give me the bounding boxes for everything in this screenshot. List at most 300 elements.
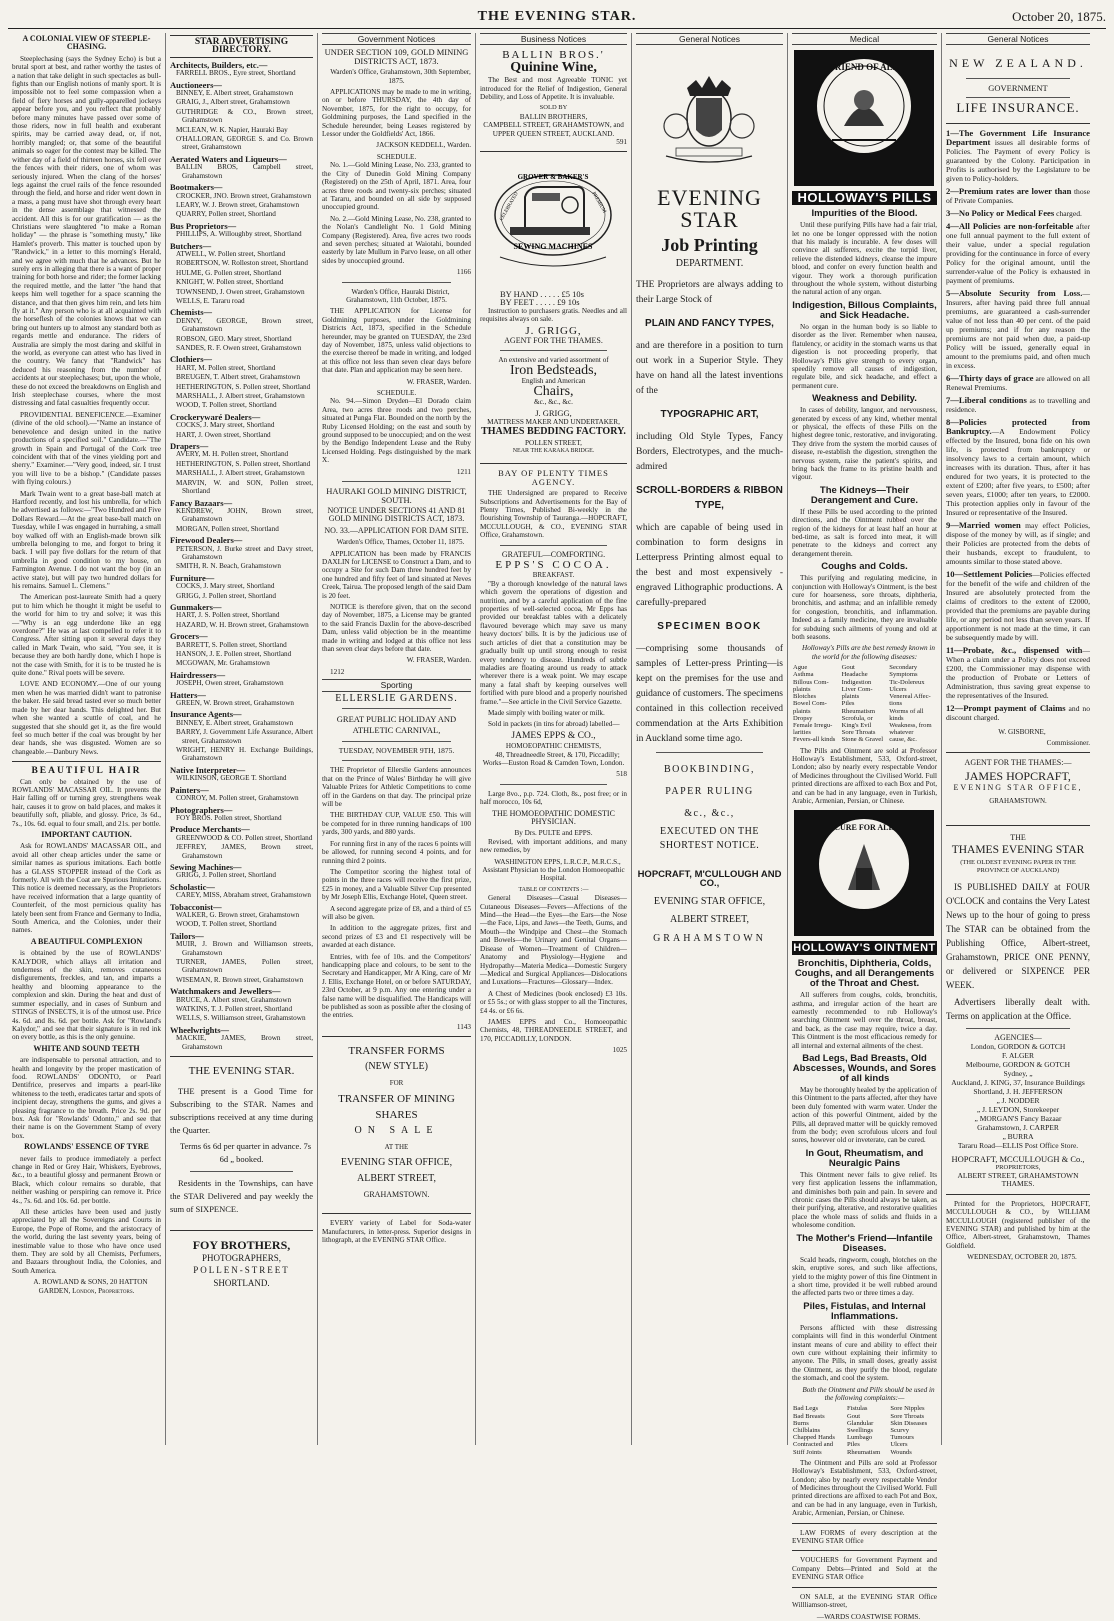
epps-title: EPPS'S COCOA. bbox=[495, 559, 612, 572]
directory-entry: JEFFREY, JAMES, Brown street, Grahamstown bbox=[176, 843, 313, 860]
seal-text: CURE FOR ALL bbox=[834, 823, 894, 833]
insurance-item-lead: 11—Probate, &c., dispensed with bbox=[946, 644, 1083, 655]
directory-entry: MORGAN, Pollen street, Shortland bbox=[176, 524, 279, 533]
insurance-item-text: are allowed on all Renewal Premiums. bbox=[946, 373, 1091, 392]
tf-line: EVENING STAR OFFICE, bbox=[340, 1157, 453, 1169]
table-row bbox=[792, 1441, 937, 1448]
table-cell: Gout bbox=[841, 664, 855, 672]
ballin-sold: SOLD BY bbox=[539, 104, 568, 112]
insurance-item-text: after one full annual payment to the full extent of their value, under a special regulation providing for the continuance in force of every Policy for the original amount, until the surrender-value of the Policy is exhausted in payment of premiums. bbox=[946, 221, 1090, 285]
directory-entry: BREUGEN, T. Albert street, Grahamstown bbox=[176, 373, 301, 382]
grigg-name: J. GRIGG, bbox=[525, 324, 582, 337]
bop-title: BAY OF PLENTY TIMES AGENCY. bbox=[498, 468, 609, 487]
table-cell: Tumours bbox=[890, 1434, 914, 1442]
insurance-item bbox=[946, 222, 1090, 285]
medical-heading: Weakness and Debility. bbox=[812, 393, 917, 405]
epps-address: 48, Threadneedle Street, & 170, Piccadilly; Works—Euston Road & Camden Town, London. bbox=[482, 750, 625, 767]
directory-entry: ATWELL, W. Pollen street, Shortland bbox=[176, 249, 286, 258]
ad-text: Can only be obtained by the use of ROWLANDS' MACASSAR OIL. It prevents the Hair falling off or turning grey, strengthens weak hair, causes it to grow on bald places, and makes it beautifully soft, pliable, and glossy. Price, 3s 6d., 7s., 10s. 6d. equal to four small, and 21s. per bottle. bbox=[12, 777, 161, 828]
directory-entry: KENDREW, JOHN, Brown street, Grahamstown bbox=[176, 506, 313, 524]
directory-entry: MACKIE, JAMES, Brown street, Grahamstown bbox=[176, 1034, 313, 1051]
directory-heading: Insurance Agents— bbox=[170, 709, 242, 720]
insurance-list bbox=[946, 129, 1090, 722]
table-row bbox=[792, 686, 937, 693]
ballin-address: CAMPBELL STREET, GRAHAMSTOWN, and UPPER QUEEN STREET, AUCKLAND. bbox=[483, 121, 624, 138]
directory-heading: Furniture— bbox=[170, 572, 215, 583]
table-cell: Secondary bbox=[889, 664, 918, 672]
directory-heading: Aerated Waters and Liqueurs— bbox=[170, 153, 287, 164]
ad-text: never fails to produce immediately a perfect change in Red or Grey Hair, Whiskers, Eyebrows, &c., to a beautiful glossy and permanent Brown or Black, which colour remains so durable, that neither washing or perspiring can remove it. Price 4s., 7s. 6d. and 10s. 6d. per bottle. bbox=[12, 1154, 161, 1205]
agencies-list bbox=[946, 1042, 1090, 1150]
agency-entry: „ MORGAN'S Fancy Bazaar bbox=[974, 1114, 1062, 1124]
complaints-table bbox=[792, 1405, 937, 1455]
insurance-item-lead: 12—Prompt payment of Claims bbox=[946, 702, 1066, 713]
insurance-item-text: and no discount charged. bbox=[946, 703, 1090, 722]
directory-heading: Sewing Machines— bbox=[170, 861, 242, 872]
masthead bbox=[8, 6, 1106, 29]
law-forms: LAW FORMS of every description at the EVENING STAR Office bbox=[792, 1528, 937, 1546]
agency-entry: Grahamstown, J. CARPER bbox=[977, 1123, 1059, 1133]
tes-text: IS PUBLISHED DAILY at FOUR O'CLOCK and contains the Very Latest News up to the hour of going to press The STAR can be obtained from the Publishing Office, Albert-street, Grahamstown, PRICE ONE PENNY, or delivered or SIXPENCE PER WEEK. bbox=[946, 881, 1090, 990]
schedule-item: No. 1.—Gold Mining Lease, No. 233, granted to the City of Dunedin Gold Mining Company (Registered) on the 25th of April, 1871. Area, four acres three roods and twenty-six perches; situated at Tararu, and bounded on all side by supposed unoccupied ground. bbox=[322, 161, 471, 212]
insurance-item-text: those of Private Companies. bbox=[946, 186, 1090, 205]
insurance-item bbox=[946, 374, 1090, 392]
table-row bbox=[792, 715, 937, 722]
table-cell: kinds bbox=[889, 714, 904, 722]
ins-sign: W. GISBORNE, bbox=[998, 727, 1046, 736]
bb-line: BOOKBINDING, bbox=[663, 764, 756, 776]
agent-line: EVENING STAR OFFICE, bbox=[953, 783, 1083, 793]
ointment-seal-icon bbox=[792, 808, 936, 938]
job-body bbox=[636, 278, 783, 747]
insurance-item-text: as to travelling and residence. bbox=[946, 395, 1091, 414]
directory-heading: Bus Proprietors— bbox=[170, 220, 237, 231]
table-cell: Chapped Hands bbox=[793, 1434, 835, 1442]
job-text: —comprising some thousands of samples of Letter-press Printing—is kept on the premises for the use and guidance of customers. The specimens contained in this collection received commendation at the Arts Exhibition in Auckland some time ago. bbox=[636, 644, 783, 745]
directory-entry: O'HALLORAN, GEORGE S. and Co. Brown street, Grahamstown bbox=[176, 135, 313, 152]
transfer-forms bbox=[322, 1043, 471, 1203]
tf-line: SHARES bbox=[375, 1109, 418, 1122]
notice-body: APPLICATIONS may be made to me in writing, on or before THURSDAY, the 4th day of November, 1875, for the right to occupy, for Goldmining purposes, the Land specified in the Schedule hereunder, being Leases registered by Lessor under the Goldfields' Act, 1866. bbox=[322, 88, 471, 139]
foy-line: PHOTOGRAPHERS, bbox=[201, 1252, 282, 1263]
insurance-item bbox=[946, 704, 1090, 722]
table-cell: Fistulas bbox=[846, 1405, 868, 1413]
table-row bbox=[792, 671, 937, 678]
directory-heading: Hairdressers— bbox=[170, 669, 226, 680]
tf-line: TRANSFER OF MINING bbox=[338, 1093, 455, 1106]
directory-heading: Wheelwrights— bbox=[170, 1024, 230, 1035]
column-directory bbox=[166, 33, 318, 1445]
agencies-head: AGENCIES— bbox=[994, 1032, 1042, 1042]
medical-heading: Indigestion, Billous Complaints, and Sick Headache. bbox=[792, 299, 937, 321]
table-cell: Wounds bbox=[890, 1448, 912, 1456]
ad-signature: A. ROWLAND & SONS, 20 HATTON GARDEN, London, Proprietors. bbox=[33, 1278, 148, 1295]
agency-entry: London, GORDON & GOTCH bbox=[970, 1042, 1066, 1052]
directory-heading: Fancy Bazaars— bbox=[170, 497, 233, 508]
holloway-seal-icon bbox=[792, 48, 936, 188]
table-cell: Sore Throats bbox=[841, 729, 876, 737]
job-cap: SCROLL-BORDERS & RIBBON TYPE, bbox=[636, 485, 783, 512]
insurance-item-lead: 10—Settlement Policies bbox=[946, 568, 1033, 579]
insurance-item bbox=[946, 570, 1090, 642]
bb-line: &c., &c., bbox=[684, 808, 735, 820]
homoeo-text: Large 8vo., p.p. 724. Cloth, 8s., post free; or in half morocco, 10s 6d, bbox=[480, 789, 627, 807]
insurance-item-lead: 4—All Policies are non-forfeitable bbox=[946, 220, 1074, 231]
job-cap: TYPOGRAPHIC ART, bbox=[660, 409, 759, 421]
insurance-item-lead: 7—Liberal conditions bbox=[946, 394, 1027, 405]
table-row bbox=[792, 722, 937, 729]
article-paragraph: PROVIDENTIAL BENEFICENCE.—Examiner (divine of the old school).—"Name an instance of benevolence and design united in the native productions of a specified soil." Candidate.—"The growth in Spain and Portugal of the Cork tree coincident with that of the vines yielding port and sherry." Examiner.—"Very good, indeed, sir. I trust you will live to be a bishop." (Candidate passes with flying colours.) bbox=[12, 410, 161, 487]
grigg-name: J. GRIGG, bbox=[535, 408, 572, 419]
directory-entry: CROCKER, JNO. Brown street, Grahamstown bbox=[176, 191, 312, 200]
grigg-line: English and American bbox=[521, 377, 586, 386]
table-cell: Liver Com- bbox=[841, 685, 873, 693]
table-cell: Lumbago bbox=[846, 1434, 873, 1442]
directory-entry: MCGOWAN, Mr. Grahamstown bbox=[176, 659, 270, 668]
table-cell: Sore Nipples bbox=[890, 1405, 925, 1413]
directory-entry: PHILLIPS, A. Willoughby street, Shortland bbox=[176, 230, 302, 239]
epps-text: "By a thorough knowledge of the natural laws which govern the operations of digestion and nutrition, and by a careful application of the fine properties of well-selected cocoa, Mr Epps has provided our breakfast tables with a delicately flavoured beverage which may save us many heavy doctors' bills. It is by the judicious use of such articles of diet that a constitution may be gradually built up until strong enough to resist every tendency to disease. Hundreds of subtle maladies are floating around us ready to attack wherever there is a weak point. We may escape many a fatal shaft by keeping ourselves well fortified with pure blood and a properly nourished frame."—See article in the Civil Service Gazette. bbox=[480, 579, 627, 706]
column-medical bbox=[788, 33, 942, 1621]
directory-entry: WELLS, S. Williamson street, Grahamstown bbox=[176, 1014, 306, 1023]
notice-meta: Warden's Office, Thames, October 11, 1875. bbox=[336, 538, 465, 547]
directory-entry: GRIGG, J. Pollen street, Shortland bbox=[176, 591, 277, 600]
directory-entry: WISEMAN, R. Brown street, Grahamstown bbox=[176, 975, 304, 984]
table-cell: cause, &c. bbox=[889, 736, 917, 744]
directory-entry: MUIR, J. Brown and Williamson streets, Grahamstown bbox=[176, 940, 313, 957]
table-cell: Ague bbox=[793, 664, 808, 672]
article-title: A COLONIAL VIEW OF STEEPLE-CHASING. bbox=[22, 34, 151, 52]
star-title: THE EVENING STAR. bbox=[188, 1065, 295, 1078]
directory-entry: MCLEAN, W. K. Napier, Hauraki Bay bbox=[176, 125, 288, 134]
agency-entry: „ J. NODDER bbox=[996, 1096, 1040, 1106]
table-cell: Stone & Gravel bbox=[841, 736, 884, 744]
job-cap: SPECIMEN BOOK bbox=[657, 621, 762, 633]
table-cell: Fevers-all kinds bbox=[793, 736, 836, 744]
directory-heading: Photographers— bbox=[170, 804, 233, 815]
grigg-chairs: Chairs, bbox=[533, 383, 574, 399]
notice-body: THE APPLICATION for License for Goldmining purposes, under the Goldmining Districts Act, 1873, specified in the Schedule hereunder, may be granted on TUESDAY, the 23rd day of November, 1875, unless valid objections to the exercise thereof be made in writing, and lodged at this office not less than seven clear days before that date. Plan and application may be seen here. bbox=[322, 307, 471, 375]
job-title: EVENING STAR bbox=[657, 184, 762, 232]
directory-heading: Watchmakers and Jewellers— bbox=[170, 986, 281, 997]
table-cell: Piles bbox=[846, 1441, 860, 1449]
table-cell: Sore Throats bbox=[890, 1412, 925, 1420]
schedule-item: No. 94.—Simon Dryden—El Dorado claim Area, two acres three roods and two perches, situated at Punga Flat. Bounded on the north by the Ruby Licensed Holding; on the east and south by ground supposed to be unoccupied; and on the west by the Bendigo Independent Lease and the Ruby Licensed Holding. Pegs distinguished by the mark X. bbox=[322, 397, 471, 465]
directory-entry: TURNER, JAMES, Pollen street, Grahamstown bbox=[176, 958, 313, 975]
table-cell: Blotches bbox=[793, 693, 817, 701]
directory-entry: GRAIG, J., Albert street, Grahamstown bbox=[176, 98, 290, 107]
table-row bbox=[792, 693, 937, 700]
job-dept: DEPARTMENT. bbox=[675, 257, 744, 269]
directory-heading: Gunmakers— bbox=[170, 601, 222, 612]
agency-entry: „ BURRA bbox=[1002, 1132, 1034, 1142]
table-cell: Venereal Affec- bbox=[889, 693, 931, 701]
column-steeplechasing bbox=[8, 33, 166, 1445]
ballin-product: Quinine Wine, bbox=[510, 59, 597, 75]
notice-number: 591 bbox=[616, 138, 627, 147]
directory-entry: BINNEY, E. Albert street, Grahamstown bbox=[176, 89, 294, 98]
sport-text: In addition to the aggregate prizes, first and second prizes of £3 and £1 respectively will be awarded at each distance. bbox=[322, 924, 471, 950]
ballin-firm: BALLIN BROTHERS, bbox=[519, 112, 588, 121]
directory-heading: Native Interpreter— bbox=[170, 764, 246, 775]
medical-text: This Ointment never fails to give relief. Its very first application lessens the inflammation, and diminishes both pain and pain. In severe and chronic cases the Pills should always be taken, as their purifying, alterative, and restorative qualities place the whole mass of solids and fluids in a wholesome condition. bbox=[792, 1170, 937, 1230]
ad-title: WHITE AND SOUND TEETH bbox=[33, 1043, 140, 1053]
insurance-item-text: issues all desirable forms of Policies. The Payment of every Policy is guaranteed by the Colony. Participation in Profits is authorised by the Legislature to be given to Policy-holders. bbox=[946, 137, 1090, 183]
grigg-bedsteads: Iron Bedsteads, bbox=[509, 362, 598, 378]
section-head: General Notices bbox=[636, 33, 783, 45]
table-cell: Tic-Dolereux bbox=[889, 678, 925, 686]
notice-meta: Warden's Office, Hauraki District, Grahamstown, 11th October, 1875. bbox=[346, 287, 450, 304]
directory-entry: HART, M. Pollen street, Shortland bbox=[176, 363, 276, 372]
directory-heading: Firewood Dealers— bbox=[170, 535, 243, 546]
grigg-line: NEAR THE KARAKA BRIDGE. bbox=[512, 447, 595, 454]
sport-text: THE Proprietor of Ellerslie Gardens announces that on the Prince of Wales' Birthday he will give Valuable Prizes for Athletic Competitions to come off in the Gardens on that day. The principal prize will be bbox=[322, 766, 471, 809]
star-text: THE present is a Good Time for Subscribing to the STAR. Names and subscriptions received at any time during the Quarter. bbox=[170, 1086, 313, 1136]
notice-sub: NO. 33.—APPLICATION FOR DAM SITE. bbox=[324, 525, 469, 535]
ins-sign: Commissioner. bbox=[1046, 739, 1090, 748]
directory-entry: BINNEY, E. Albert street, Grahamstown bbox=[176, 718, 294, 727]
directory-heading: Grocers— bbox=[170, 631, 208, 642]
firm-line: EVENING STAR OFFICE, bbox=[653, 896, 766, 908]
table-cell: Scurvy bbox=[890, 1427, 910, 1434]
medical-heading: The Mother's Friend—Infantile Diseases. bbox=[796, 1232, 933, 1254]
homoeo-text: WASHINGTON EPPS, L.R.C.P., M.R.C.S., Assistant Physician to the London Homoeopathic Hospital. bbox=[482, 857, 625, 883]
table-cell: tions bbox=[889, 700, 903, 708]
epps-sub: BREAKFAST. bbox=[532, 571, 575, 580]
table-row bbox=[792, 736, 937, 743]
life-title: LIFE INSURANCE. bbox=[956, 100, 1080, 116]
tes-title: THAMES EVENING STAR bbox=[951, 844, 1085, 857]
table-cell: Ulcers bbox=[889, 685, 907, 693]
disease-table bbox=[792, 664, 937, 743]
directory-heading: Tailors— bbox=[170, 930, 204, 941]
directory-entry: KNIGHT, W. Pollen street, Shortland bbox=[176, 278, 284, 287]
notice-title: UNDER SECTION 109, GOLD MINING DISTRICTS ACT, 1873. bbox=[324, 47, 469, 66]
grigg-line: An extensive and varied assortment of bbox=[498, 356, 609, 365]
foy-line: POLLEN-STREET bbox=[193, 1265, 290, 1276]
medical-text: This purifying and regulating medicine, in conjunction with Holloway's Ointment, is the best cure for hoarseness, sore throats, diphtheria, bronchitis, and asthma; and an infallible remedy for congestion, bronchitis, and inflammation. Indeed as a family medicine, they are invaluable for subduing such ailments of young and old at both seasons. bbox=[792, 574, 937, 642]
directory-heading: Crockerywaré Dealers— bbox=[170, 411, 261, 422]
directory-entry: MARVIN, W. and SON, Pollen street, Shortland bbox=[176, 478, 313, 496]
directory-heading: Bootmakers— bbox=[170, 182, 223, 193]
directory-entry: HETHERINGTON, S. Pollen street, Shortland bbox=[176, 382, 311, 391]
medical-heading: Impurities of the Blood. bbox=[811, 208, 918, 220]
insurance-item bbox=[946, 187, 1090, 205]
holloway-pills-banner: HOLLOWAY'S PILLS bbox=[792, 191, 937, 205]
homoeo-title: THE HOMOEOPATHIC DOMESTIC PHYSICIAN. bbox=[492, 808, 615, 826]
table-cell: Worms of all bbox=[889, 707, 924, 715]
insurance-item bbox=[946, 521, 1090, 566]
directory-list bbox=[170, 61, 313, 1051]
directory-heading: Painters— bbox=[170, 784, 209, 795]
medical-heading: The Kidneys—Their Derangement and Cure. bbox=[810, 484, 919, 506]
table-cell: Bad Legs bbox=[793, 1405, 819, 1413]
notice-number: 1211 bbox=[456, 467, 471, 476]
table-cell: Ulcers bbox=[890, 1441, 908, 1449]
directory-entry: WELLS, E. Tararu road bbox=[176, 296, 245, 305]
directory-entry: WOOD, T. Pollen street, Shortland bbox=[176, 401, 277, 410]
table-cell: plaints bbox=[793, 707, 811, 715]
svg-text:SEWING MACHINES: SEWING MACHINES bbox=[513, 242, 593, 252]
tes-line: THE bbox=[1010, 833, 1026, 843]
ad-text: is obtained by the use of ROWLANDS' KALYDOR, which allays all irritation and tenderness of the skin, removes cutaneous disfigurements, freckles, and tan, and imparts a healthy and blooming appearance to the complexion and skin. During the heat and dust of summer especially, and in cases of Sunburn and STINGS of INSECTS, it is of the utmost use. Price 4s. 6d. and 8s. 6d. per bottle. Ask for "Rowland's Kalydor," and see that their signature is in red ink on every bottle, as this is the only genuine. bbox=[12, 949, 161, 1042]
agent-line: GRAHAMSTOWN. bbox=[989, 796, 1047, 805]
svg-text:CELEBRATED: CELEBRATED bbox=[499, 192, 520, 223]
label-ad: EVERY variety of Label for Soda-water Manufacturers, in letter-press. Superior designs in lithograph, at the EVENING STAR Office. bbox=[322, 1219, 471, 1245]
firm-line: ALBERT STREET, bbox=[669, 914, 750, 926]
notice-body: APPLICATION has been made by FRANCIS DAXLIN for LICENSE to Construct a Dam, and to occupy a Site for such Dam three hundred feet by one hundred and fifty feet of land situated at Neves Creek, Tairua. The proposed length of the said Dam is 20 feet. bbox=[322, 549, 471, 600]
sport-text: Entries, with fee of 10s. and the Competitors' handicapping place and colours, to be sent to the Secretary and Handicapper, Mr A King, care of Mr J. Ellis, Exchange Hotel, on or before SATURDAY, 23rd October, at 9 p.m. Any one entering under a false name will be disqualified. The Handicaps will be published as soon as possible after the closing of the entries. bbox=[322, 952, 471, 1020]
insurance-item-text: —A Endowment Policy effected by the Insured, bona fide on his own life, is protected from bankruptcy or insolvency laws to a certain amount, which increases with its duration. Thus, after it has endured for two years, it is protected to the extent of £200; after five years, to £500; after seven years, £1000; after ten years, to £2000. This protection applies only in favour of the Insured or representative of the Insured. bbox=[946, 426, 1090, 517]
table-cell: plaints bbox=[841, 693, 860, 701]
table-cell: Gout bbox=[846, 1412, 861, 1420]
tf-line: GRAHAMSTOWN. bbox=[363, 1190, 430, 1200]
medical-text: No organ in the human body is so liable to disorder as the liver. Remember when nausea, flatulency, or acidity in the stomach warns us that digestion is not proceeding properly, that Holloway's Pills give strength to every organ, speedily remove all causes of indigestion, regulate bile, and sick headache, and effect a permanent cure. bbox=[792, 322, 937, 390]
article-paragraph: LOVE AND ECONOMY.—One of our young men when he was married didn't want to patronise the baker. He said bread tasted ever so much better made by her dear hands. This delighted her. But when she wanted a scuttle of coal, and he suggested that she should get it, as the fire would feel so much better if the coal was brought by her dear hands, she was disgusted. Women are so changeable.—Danbury News. bbox=[12, 680, 161, 756]
agency-entry: Shortland, J. H. JEFFERSON bbox=[973, 1087, 1063, 1097]
foy-name: FOY BROTHERS, bbox=[192, 1238, 291, 1253]
insurance-item-text: —When a claim under a Policy does not exceed £200, the Commissioner may dispense with the production of Probate or Letters of Administration, thus saving great expense to the representatives of the Insured. bbox=[946, 645, 1090, 700]
ad-text: All these articles have been used and justly appreciated by all the Sovereigns and Courts in Europe, the Pope of Rome, and the aristocracy of the world, during the last seventy years, being of inestimable value to those who have once used them. They are sold by all Chemists, Perfumers, and Bazaars throughout India, the Colonies, and South America. bbox=[12, 1208, 161, 1275]
table-cell: Rheumatism bbox=[841, 707, 875, 715]
directory-entry: CAREY, MISS, Abraham street, Grahamstown bbox=[176, 891, 312, 900]
article-paragraph: The American post-laureate Smith had a query put to him which he thought it might be useful to the world for him to try and solve; it was this—"Why is an egg underdone like an egg overdone?" He was at last compelled to refer it to Congress. After sitting upon it several days they called in Mark Twain, who said, "You see, it is because they are both hardly done, which I hope is not the case with Smith, for it is to be trusted he is quite done." Rival poets will be severe. bbox=[12, 593, 161, 678]
directory-entry: HAZARD, W. H. Brown street, Grahamstown bbox=[176, 620, 309, 629]
nz-title: NEW ZEALAND. bbox=[949, 56, 1087, 71]
insurance-item bbox=[946, 289, 1090, 370]
tf-line: ON SALE bbox=[354, 1125, 439, 1137]
table-cell: Stiff Joints bbox=[793, 1448, 822, 1456]
homoeo-line: By Drs. PULTE and EPPS. bbox=[514, 829, 593, 838]
insurance-item bbox=[946, 396, 1090, 414]
bb-line: PAPER RULING bbox=[665, 786, 754, 798]
directory-heading: Butchers— bbox=[170, 240, 212, 251]
sport-text: The Competitor scoring the highest total of points in the three races will receive the first prize, £25 in money, and a Valuable Silver Cup presented by Mr Joseph Ellis, Exchange Hotel, Queen street. bbox=[322, 867, 471, 902]
notice-number: 1143 bbox=[456, 1022, 471, 1031]
job-cap: PLAIN AND FANCY TYPES, bbox=[645, 318, 774, 330]
directory-entry: FARRELL BROS., Eyre street, Shortland bbox=[176, 69, 296, 78]
medical-text: Scald heads, ringworm, cough, blotches on the skin, eruptive sores, and such like affections, yield to the mighty power of this fine Ointment in a short time, provided it be well rubbed around the affected parts two or three times a day. bbox=[792, 1255, 937, 1298]
medical-heading: Coughs and Colds. bbox=[821, 561, 908, 573]
homoeo-text: Revised, with important additions, and many new remedies, by bbox=[480, 837, 627, 855]
table-cell: Glandular bbox=[846, 1419, 874, 1427]
insurance-item-text: —Policies effected for the benefit of the wife and children of the Insured are absolutely protected from the claims of creditors to the extent of £2000, provided that the premiums are payable during life, or any period not less than seven years. If apportionment is not made at the time, it can be subsequently made by will. bbox=[946, 569, 1091, 642]
star-terms: Terms 6s 6d per quarter in advance. 7s 6d „ booked. bbox=[179, 1141, 312, 1165]
tf-line: (NEW STYLE) bbox=[365, 1061, 428, 1073]
directory-title: STAR ADVERTISING DIRECTORY. bbox=[170, 35, 313, 58]
directory-entry: BRUCE, A. Albert street, Grahamstown bbox=[176, 995, 292, 1004]
directory-entry: CONROY, M. Pollen street, Grahamstown bbox=[176, 794, 299, 803]
directory-entry: WRIGHT, HENRY H. Exchange Buildings, Grahamstown bbox=[176, 746, 313, 763]
medical-heading: Bad Legs, Bad Breasts, Old Abscesses, Wounds, and Sores of all kinds bbox=[792, 1053, 937, 1085]
table-cell: Chilblains bbox=[793, 1427, 821, 1434]
directory-entry: BARRY, J. Government Life Assurance, Albert street, Grahamstown bbox=[176, 728, 313, 745]
table-cell: Headache bbox=[841, 671, 868, 679]
bookbinding bbox=[636, 759, 783, 853]
job-text: and are therefore in a position to turn out work in a Superior Style. They have on hand all the latest inventions of the bbox=[636, 341, 783, 397]
sport-text: For running first in any of the races 6 points will be allowed, for running second 4 points, and for running third 2 points. bbox=[322, 839, 471, 865]
table-cell: Piles bbox=[841, 700, 855, 708]
ad-title: ROWLANDS' ESSENCE OF TYRE bbox=[24, 1142, 149, 1152]
directory-entry: MARSHALL, J. Albert street, Grahamstown bbox=[176, 469, 305, 478]
section-head: General Notices bbox=[946, 33, 1090, 45]
ad-text: Ask for ROWLANDS' MACASSAR OIL, and avoid all other cheap articles under the same or similar names as spurious imitations. Each bottle has a GLASS STOPPER instead of the Cork as formerly. All with the Coat are Spurious Imitations. This notice is deemed necessary, as the Proprietors have received information that a large quantity of Counterfeit, of the most pernicious quality has lately been sent from France and Germany to India, South America, and the Colonies, under their names. bbox=[12, 842, 161, 935]
star-text: Residents in the Townships, can have the STAR Delivered and pay weekly the sum of SIXPENCE. bbox=[170, 1178, 313, 1215]
directory-heading: Scholastic— bbox=[170, 881, 215, 892]
table-row bbox=[792, 679, 937, 686]
table-cell: Weakness, from bbox=[889, 721, 932, 729]
pub-line: ALBERT STREET, GRAHAMSTOWN THAMES. bbox=[957, 1170, 1079, 1189]
epps-firm: JAMES EPPS & CO., bbox=[511, 730, 596, 741]
notice-sign: W. FRASER, Warden. bbox=[406, 377, 471, 386]
sport-text: A second aggregate prize of £8, and a third of £5 will also be given. bbox=[322, 904, 471, 921]
directory-entry: GREEN, W. Brown street, Grahamstown bbox=[176, 699, 294, 708]
table-row bbox=[792, 1413, 937, 1420]
ad-title: BEAUTIFUL HAIR bbox=[31, 766, 142, 777]
directory-heading: Clothiers— bbox=[170, 354, 213, 365]
imprint: Printed for the Proprietors, HOPCRAFT, MCCULLOUGH & CO., by WILLIAM MCCULLOUGH (registered publisher of the EVENING STAR) and published by him at the Office, Albert-street, Grahamstown, Thames Goldfield. bbox=[946, 1199, 1090, 1250]
epps-text: Sold in packets (in tins for abroad) labelled— bbox=[488, 720, 620, 729]
table-cell: Female Irregu- bbox=[793, 721, 833, 729]
directory-heading: Auctioneers— bbox=[170, 79, 222, 90]
table-cell: Swellings bbox=[846, 1427, 873, 1434]
sport-sub: GREAT PUBLIC HOLIDAY AND ATHLETIC CARNIVAL, bbox=[336, 714, 457, 736]
directory-entry: BALLIN BROS, Campbell street, Grahamstown bbox=[176, 163, 313, 180]
section-head: Medical bbox=[792, 33, 937, 45]
epps-text: Made simply with boiling water or milk. bbox=[488, 708, 605, 717]
insurance-item-lead: 8—Policies protected from Bankruptcy. bbox=[946, 416, 1090, 436]
directory-entry: TOWNSEND, J. Owen street, Grahamstown bbox=[176, 287, 305, 296]
sport-date: TUESDAY, NOVEMBER 9TH, 1875. bbox=[338, 746, 455, 756]
tes-line: (THE OLDEST EVENING PAPER IN THE PROVINCE OF AUCKLAND) bbox=[960, 858, 1076, 875]
directory-entry: MARSHALL, J. Albert street, Grahamstown bbox=[176, 392, 305, 401]
table-row bbox=[792, 700, 937, 707]
insurance-item bbox=[946, 129, 1090, 183]
medical-text: In cases of debility, languor, and nervousness, generated by excess of any kind, whether mental or physical, the effects of these Pills on the highest degree tonic, restorative, and invigorating. They drive from the system the morbid causes of disease, re-establish the digestion, strengthen the nervous system, raise the patient's spirits, and bring back the frame to its pristine health and vigour. bbox=[792, 406, 937, 482]
sewing-text: Instruction to purchasers gratis. Needles and all requisites always on sale. bbox=[480, 306, 627, 324]
firm-name: HOPCRAFT, M'CULLOUGH AND CO., bbox=[637, 869, 782, 889]
price-by-feet: BY FEET . . . . . £9 10s bbox=[500, 297, 580, 308]
insurance-item bbox=[946, 646, 1090, 700]
directory-entry: COCKS, J. Mary street, Shortland bbox=[176, 582, 275, 591]
table-cell: Bowel Com- bbox=[793, 700, 827, 708]
table-cell: Indigestion bbox=[841, 678, 872, 686]
tf-line: ALBERT STREET, bbox=[356, 1173, 437, 1185]
directory-heading: Drapers— bbox=[170, 441, 209, 452]
agent-name: JAMES HOPCRAFT, bbox=[965, 768, 1071, 783]
directory-entry: GREENWOOD & CO. Pollen street, Shortland bbox=[176, 833, 313, 842]
bop-text: THE Undersigned are prepared to Receive Subscriptions and Advertisements for the Bay of Plenty Times, Published Bi-weekly in the flourishing Township of Tauranga.—HOPCRAFT, MCCULLOUGH, & CO., EVENING STAR Office, Grahamstown. bbox=[480, 489, 627, 540]
table-cell: Asthma bbox=[793, 671, 814, 679]
insurance-item-lead: 1—The Government Life Insurance Department bbox=[946, 127, 1090, 147]
sport-text: THE BIRTHDAY CUP, VALUE £50. This will be competed for in three running handicaps of 100 yards, 300 yards, and 880 yards. bbox=[322, 811, 471, 837]
insurance-item-lead: 6—Thirty days of grace bbox=[946, 372, 1034, 383]
table-row bbox=[792, 708, 937, 715]
insurance-item bbox=[946, 418, 1090, 517]
directory-entry: GUTHRIDGE & CO., Brown street, Grahamstown bbox=[176, 107, 313, 125]
imprint-date: WEDNESDAY, OCTOBER 20, 1875. bbox=[967, 1253, 1077, 1262]
table-cell: Contracted and bbox=[793, 1441, 834, 1449]
pub-line: HOPCRAFT, MCCULLOUGH & Co., bbox=[951, 1154, 1085, 1165]
medical-heading: Bronchitis, Diphtheria, Colds, Coughs, and all Derangements of the Throat and Chest. bbox=[794, 958, 935, 990]
epps-line: HOMOEOPATHIC CHEMISTS, bbox=[505, 742, 602, 751]
holloway-ointment-banner: HOLLOWAY'S OINTMENT bbox=[793, 941, 936, 954]
table-cell: Bad Breasts bbox=[793, 1412, 825, 1420]
job-text: which are capable of being used in combination to form designs in Letterpress Printing almost equal to the best and most expensively - engraved Lithographic productions. A carefully-prepared bbox=[636, 523, 783, 609]
article-paragraph: Mark Twain went to a great base-ball match at Hartford recently, and lost his umbrella, for which he advertised as follows:—"Two Hundred and Five Dollars Reward.—At the great base-ball match on Tuesday, while I was engaged in hurrahing, a small boy walked off with an English-made brown silk umbrella belonging to me, and forgot to bring it back. I will pay five dollars for the return of that umbrella in good condition to my house, on Farmington Avenue. I do not want the boy (in an active state), but will pay two hundred dollars for his remains. Samuel L. Clemens." bbox=[12, 489, 161, 590]
notice-sub: NOTICE UNDER SECTIONS 41 AND 81 GOLD MINING DISTRICTS ACT, 1873. bbox=[327, 505, 466, 524]
table-row bbox=[792, 1434, 937, 1441]
